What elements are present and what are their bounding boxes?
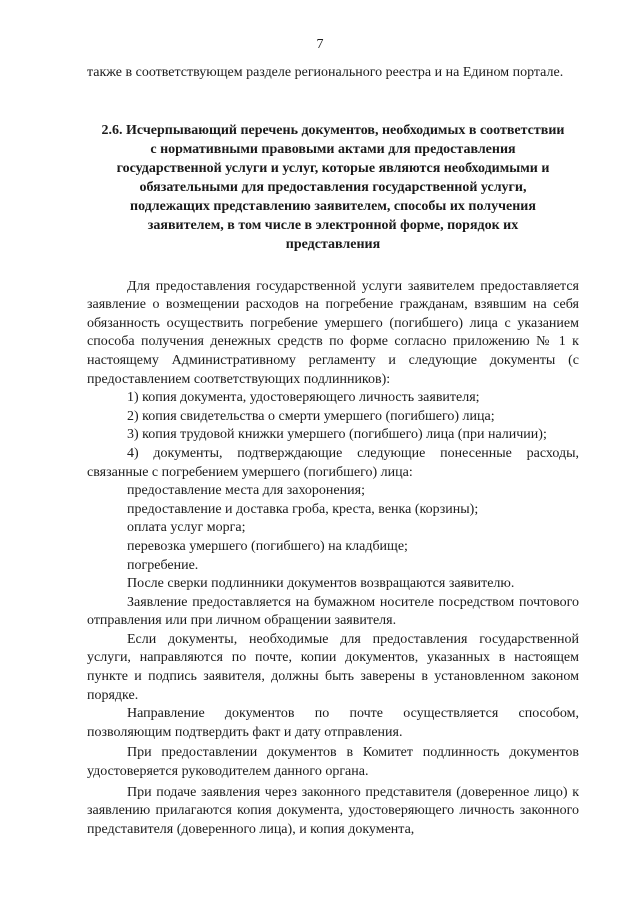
page-number: 7 xyxy=(316,37,324,52)
sub-item-4: перевозка умершего (погибшего) на кладбище; xyxy=(127,538,408,554)
body-paragraph-6: При предоставлении документов в Комитет подлинность документов удостоверяется руководителем данного органа. xyxy=(87,745,579,780)
body-paragraph-2: После сверки подлинники документов возвращаются заявителю. xyxy=(127,576,515,592)
sub-item-2: предоставление и доставка гроба, креста, венка (корзины); xyxy=(127,501,479,517)
body-paragraph-1: Для предоставления государственной услуги заявителем предоставляется заявление о возмещении расходов на погребение гражданам, взявшим на себя обязанность осуществить погребение умершего (погибшего) лица с указанием способа получения денежных средств по форме согласно приложению № 1 к настоящему Административному регламенту и следующие документы (с предоставлением соответствующих подлинников): xyxy=(87,278,579,387)
body-paragraph-3: Заявление предоставляется на бумажном носителе посредством почтового отправления или при личном обращении заявителя. xyxy=(87,594,579,629)
sub-item-1: предоставление места для захоронения; xyxy=(127,483,365,499)
intro-paragraph: также в соответствующем разделе регионального реестра и на Едином портале. xyxy=(87,65,564,80)
list-item-4: 4) документы, подтверждающие следующие понесенные расходы, связанные с погребением умершего (погибшего) лица: xyxy=(87,445,579,480)
body-paragraph-7: При подаче заявления через законного представителя (доверенное лицо) к заявлению прилагаются копия документа, удостоверяющего личность законного представителя (доверенного лица), и копия документа, xyxy=(87,784,579,837)
sub-item-5: погребение. xyxy=(127,557,199,573)
list-item-3: 3) копия трудовой книжки умершего (погибшего) лица (при наличии); xyxy=(127,427,547,443)
list-item-1: 1) копия документа, удостоверяющего личность заявителя; xyxy=(127,390,480,406)
body-paragraph-4: Если документы, необходимые для предоставления государственной услуги, направляются по почте, копии документов, указанных в настоящем пункте и подпись заявителя, должны быть заверены в установленном законом порядке. xyxy=(87,631,579,703)
sub-item-3: оплата услуг морга; xyxy=(127,520,246,536)
section-heading: 2.6. Исчерпывающий перечень документов, необходимых в соответствии с нормативными правовыми актами для предоставления государственной услуги и услуг, которые являются необходимыми и обязательными для предоставления государственной услуги, подлежащих представлению заявителем, способы их получения заявителем, в том числе в электронной форме, порядок их представления xyxy=(101,122,565,252)
body-paragraph-5: Направление документов по почте осуществляется способом, позволяющим подтвердить факт и дату отправления. xyxy=(87,706,579,740)
page-content xyxy=(87,64,579,839)
list-item-2: 2) копия свидетельства о смерти умершего (погибшего) лица; xyxy=(127,408,495,424)
